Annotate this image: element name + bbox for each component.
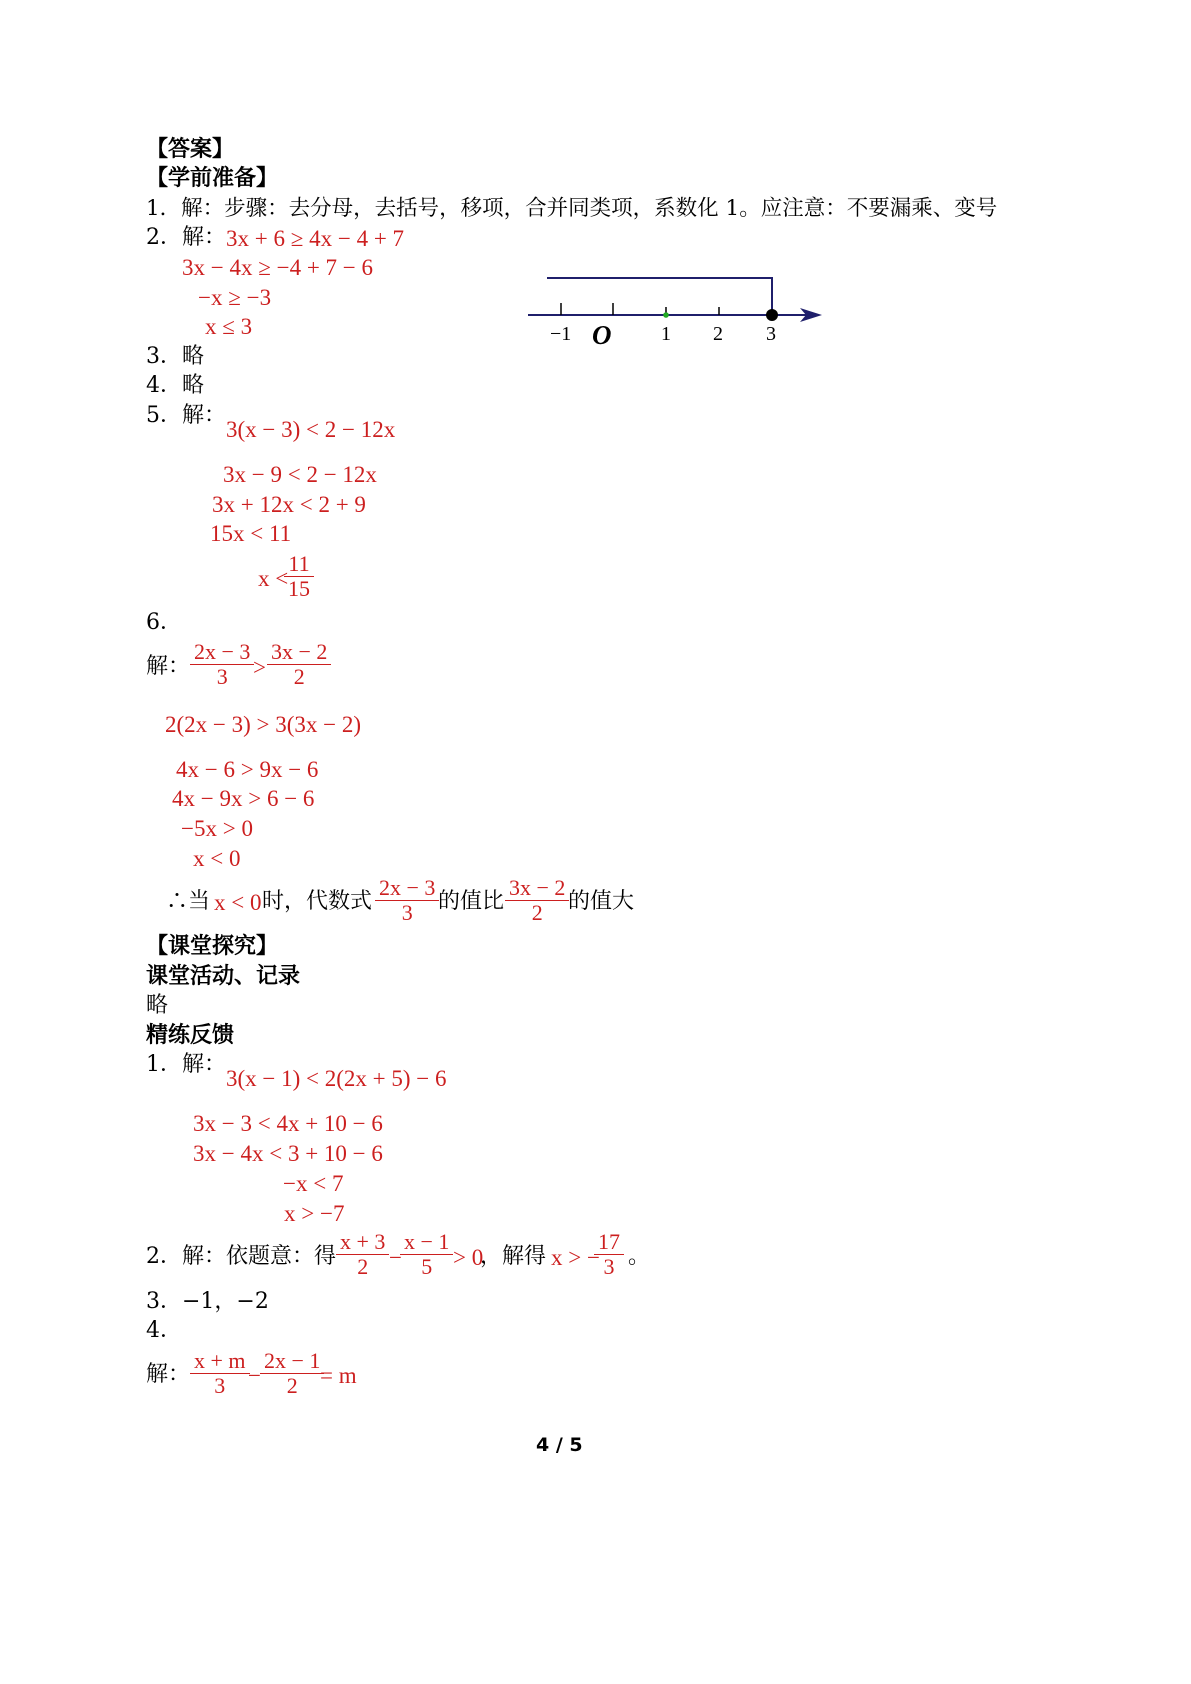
practice-q2-text-a: 2．解：依题意：得 xyxy=(146,1244,336,1269)
greater-than-zero: > 0 xyxy=(453,1245,484,1270)
solution-ray xyxy=(547,278,772,315)
fraction-numerator: 11 xyxy=(284,552,313,577)
fraction-numerator: 17 xyxy=(594,1230,624,1255)
fraction-2x-3-over-3 xyxy=(190,640,254,689)
prep-q4: 4．略 xyxy=(146,373,204,398)
prep-q5-line1: 3(x − 3) < 2 − 12x xyxy=(226,417,396,442)
activity-heading: 课堂活动、记录 xyxy=(146,964,301,989)
prep-q3: 3．略 xyxy=(146,344,204,369)
prep-q2-line1: 3x + 6 ≥ 4x − 4 + 7 xyxy=(226,226,405,251)
fraction-numerator: 3x − 2 xyxy=(505,876,569,901)
practice-q2-fraction-2 xyxy=(400,1230,453,1279)
equals-m: = m xyxy=(320,1363,357,1388)
prep-q5-line4: 15x < 11 xyxy=(210,521,292,546)
practice-q1-line2: 3x − 3 < 4x + 10 − 6 xyxy=(193,1111,383,1136)
prep-q2-line2: 3x − 4x ≥ −4 + 7 − 6 xyxy=(182,255,374,280)
practice-q4-label: 解： xyxy=(146,1362,191,1387)
prep-q6-number: 6． xyxy=(146,610,182,635)
fraction-3x-2-over-2 xyxy=(267,640,331,689)
fraction-denominator: 2 xyxy=(531,900,543,925)
tick-label-neg1: −1 xyxy=(550,323,572,345)
fraction-numerator: 2x − 3 xyxy=(190,640,254,665)
fraction-numerator: x − 1 xyxy=(400,1230,453,1255)
conclusion-condition: x < 0 xyxy=(214,890,262,915)
prep-q6-line3: 4x − 6 > 9x − 6 xyxy=(176,757,319,782)
fraction-denominator: 2 xyxy=(293,664,305,689)
tick-label-3: 3 xyxy=(766,323,776,345)
prep-heading: 【学前准备】 xyxy=(146,166,279,191)
prep-q6-line5: −5x > 0 xyxy=(181,816,253,841)
fraction-denominator: 5 xyxy=(421,1254,433,1279)
practice-q2-text-b: ，解得 xyxy=(480,1244,547,1269)
practice-q1-line1: 3(x − 1) < 2(2x + 5) − 6 xyxy=(226,1066,447,1091)
practice-heading: 精练反馈 xyxy=(146,1023,235,1048)
prep-q2-label: 2．解： xyxy=(146,225,226,250)
greater-than-sign: > xyxy=(253,655,266,680)
conclusion-fraction-2 xyxy=(505,876,569,925)
minus-sign: − xyxy=(389,1245,402,1270)
activity-text: 略 xyxy=(146,993,169,1018)
practice-q3: 3．−1，−2 xyxy=(146,1289,269,1314)
prep-q5-line2: 3x − 9 < 2 − 12x xyxy=(223,462,377,487)
answer-heading: 【答案】 xyxy=(146,137,235,162)
tick-label-origin: O xyxy=(592,320,612,350)
practice-q4-fraction-1 xyxy=(190,1349,250,1398)
fraction-denominator: 3 xyxy=(216,664,228,689)
conclusion-text-b: 时，代数式 xyxy=(262,889,373,914)
practice-q1-label: 1．解： xyxy=(146,1052,226,1077)
fraction-numerator: 2x − 1 xyxy=(260,1349,324,1374)
fraction-numerator: 3x − 2 xyxy=(267,640,331,665)
prep-q6-label: 解： xyxy=(146,654,191,679)
prep-q5-line5-lhs: x < xyxy=(258,566,289,591)
fraction-denominator: 15 xyxy=(288,576,310,601)
practice-q2-fraction-1 xyxy=(336,1230,389,1279)
fraction-11-15 xyxy=(284,552,314,601)
prep-q2-line3: −x ≥ −3 xyxy=(198,285,272,310)
prep-q6-line4: 4x − 9x > 6 − 6 xyxy=(172,786,315,811)
practice-q2-end: 。 xyxy=(628,1244,651,1269)
fraction-denominator: 2 xyxy=(286,1373,298,1398)
prep-q6-line2: 2(2x − 3) > 3(3x − 2) xyxy=(165,712,362,737)
point-1 xyxy=(663,312,669,318)
fraction-numerator: x + 3 xyxy=(336,1230,389,1255)
minus-sign: − xyxy=(248,1363,261,1388)
fraction-denominator: 2 xyxy=(357,1254,369,1279)
fraction-numerator: x + m xyxy=(190,1349,250,1374)
fraction-denominator: 3 xyxy=(603,1254,615,1279)
practice-q4-number: 4． xyxy=(146,1318,182,1343)
prep-q6-line6: x < 0 xyxy=(193,846,241,871)
practice-q1-line3: 3x − 4x < 3 + 10 − 6 xyxy=(193,1141,383,1166)
fraction-denominator: 3 xyxy=(214,1373,226,1398)
prep-q2-line4: x ≤ 3 xyxy=(205,314,253,339)
practice-q2-result: x > − xyxy=(551,1245,600,1270)
practice-q1-line5: x > −7 xyxy=(284,1201,345,1226)
page-number: 4 / 5 xyxy=(536,1434,583,1456)
prep-q1: 1．解：步骤：去分母，去括号，移项，合并同类项，系数化 1。应注意：不要漏乘、变号 xyxy=(146,196,998,221)
fraction-denominator: 3 xyxy=(401,900,413,925)
tick-label-1: 1 xyxy=(661,323,671,345)
tick-label-2: 2 xyxy=(713,323,723,345)
fraction-numerator: 2x − 3 xyxy=(375,876,439,901)
prep-q5-label: 5．解： xyxy=(146,403,226,428)
practice-q2-fraction-3 xyxy=(594,1230,624,1279)
practice-q1-line4: −x < 7 xyxy=(283,1171,344,1196)
conclusion-therefore: ∴当 xyxy=(166,889,211,914)
conclusion-fraction-1 xyxy=(375,876,439,925)
conclusion-text-c: 的值比 xyxy=(438,889,505,914)
number-line xyxy=(520,268,830,350)
closed-endpoint xyxy=(766,309,778,321)
conclusion-text-d: 的值大 xyxy=(568,889,635,914)
prep-q5-line3: 3x + 12x < 2 + 9 xyxy=(212,492,366,517)
class-heading: 【课堂探究】 xyxy=(146,934,279,959)
practice-q4-fraction-2 xyxy=(260,1349,324,1398)
